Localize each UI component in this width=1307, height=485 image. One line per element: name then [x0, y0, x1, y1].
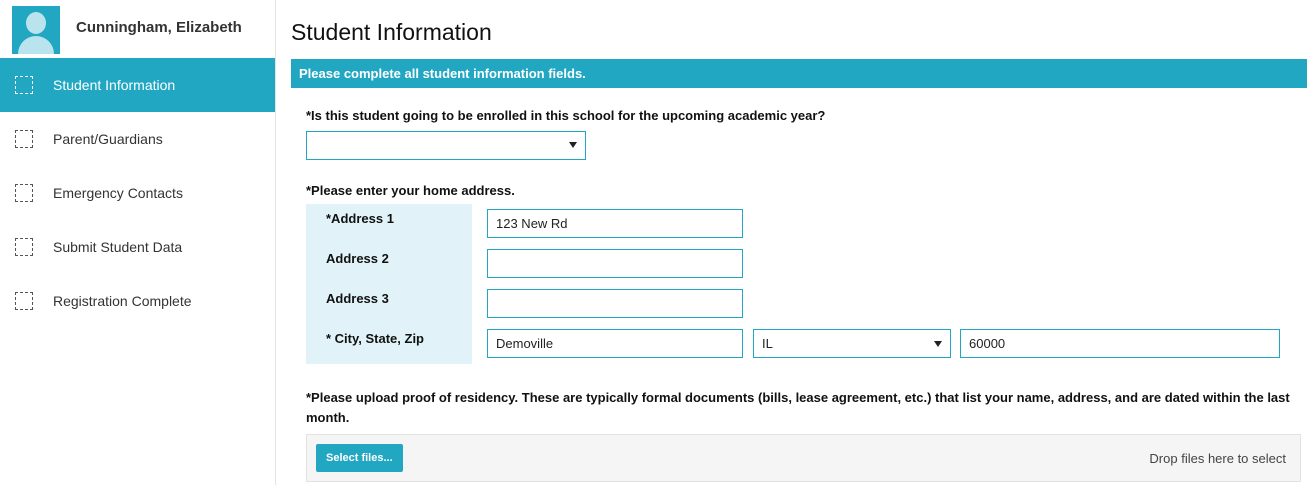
address1-label: *Address 1	[326, 211, 394, 226]
sidebar-item-label: Parent/Guardians	[53, 131, 163, 147]
avatar	[12, 6, 60, 54]
profile	[0, 0, 275, 58]
address-question-label: *Please enter your home address.	[306, 183, 515, 198]
sidebar	[0, 0, 276, 485]
address-labels-panel	[306, 204, 472, 364]
address-block	[306, 204, 1307, 364]
avatar-head-shape	[26, 12, 46, 34]
sidebar-item-label: Submit Student Data	[53, 239, 183, 255]
address2-field[interactable]	[487, 249, 743, 278]
step-checkbox-icon	[15, 292, 33, 310]
sidebar-nav	[0, 58, 275, 328]
select-files-button[interactable]: Select files...	[316, 444, 403, 472]
sidebar-item-label: Emergency Contacts	[53, 185, 183, 201]
chevron-down-icon	[934, 341, 942, 347]
sidebar-item-emergency-contacts[interactable]	[0, 166, 275, 220]
avatar-body-shape	[18, 36, 54, 54]
enroll-select[interactable]	[306, 131, 586, 160]
address2-label: Address 2	[326, 251, 389, 266]
form	[291, 108, 1307, 482]
sidebar-item-submit-student-data[interactable]	[0, 220, 275, 274]
address1-field[interactable]: 123 New Rd	[487, 209, 743, 238]
sidebar-item-student-information[interactable]	[0, 58, 275, 112]
step-checkbox-icon	[15, 76, 33, 94]
sidebar-item-parent-guardians[interactable]	[0, 112, 275, 166]
step-checkbox-icon	[15, 130, 33, 148]
step-checkbox-icon	[15, 238, 33, 256]
profile-name: Cunningham, Elizabeth	[76, 18, 242, 36]
instruction-banner: Please complete all student information fields.	[291, 59, 1307, 88]
file-upload-dropzone[interactable]	[306, 434, 1301, 482]
main-content	[291, 0, 1307, 482]
step-checkbox-icon	[15, 184, 33, 202]
city-state-zip-label: * City, State, Zip	[326, 331, 424, 346]
sidebar-item-registration-complete[interactable]	[0, 274, 275, 328]
sidebar-item-label: Student Information	[53, 77, 176, 93]
address3-field[interactable]	[487, 289, 743, 318]
enroll-question-label: *Is this student going to be enrolled in this school for the upcoming academic year?	[306, 108, 826, 123]
sidebar-item-label: Registration Complete	[53, 293, 192, 309]
residency-question-label: *Please upload proof of residency. These are typically formal documents (bills, lease agreement, etc.) that list your name, address, and are dated within the last month.	[306, 390, 1290, 425]
state-select[interactable]	[753, 329, 951, 358]
drop-files-hint: Drop files here to select	[1149, 451, 1286, 466]
city-field[interactable]: Demoville	[487, 329, 743, 358]
page-title: Student Information	[291, 19, 492, 45]
zip-field[interactable]: 60000	[960, 329, 1280, 358]
chevron-down-icon	[569, 142, 577, 148]
state-select-value: IL	[762, 336, 773, 351]
address3-label: Address 3	[326, 291, 389, 306]
